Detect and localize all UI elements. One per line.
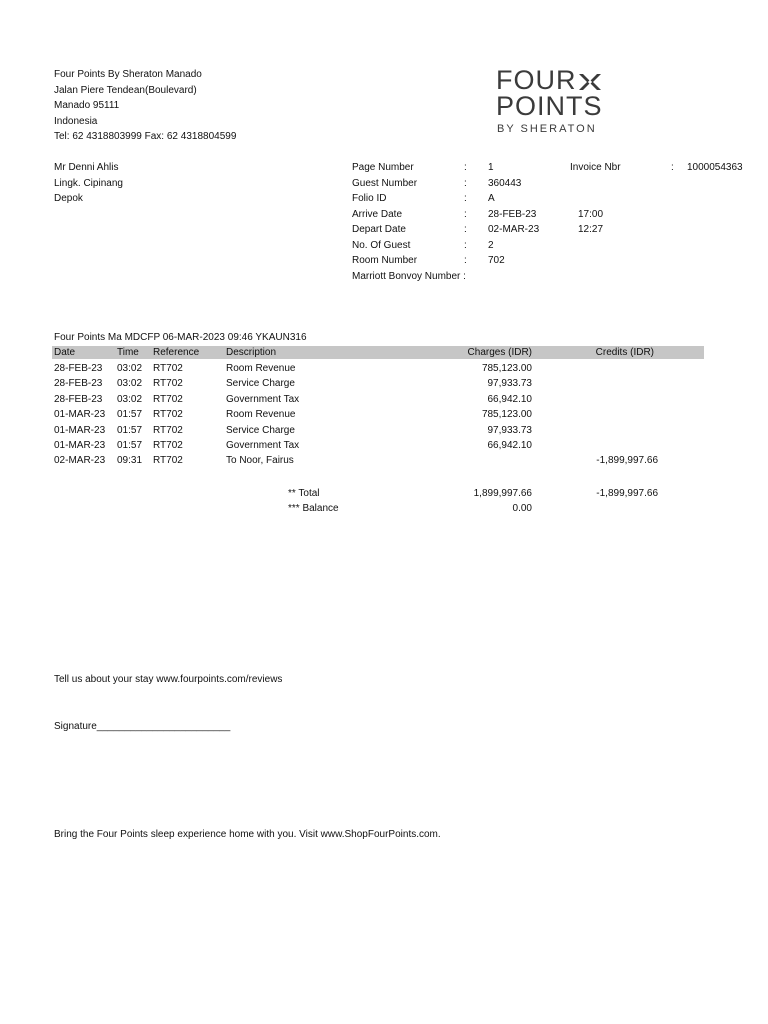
balance-row [52,501,704,516]
total-charges: 1,899,997.66 [473,487,532,499]
row-description: Service Charge [226,424,295,436]
folio-value: A [488,193,495,204]
row-reference: RT702 [153,409,183,421]
row-reference: RT702 [153,378,183,390]
promo-text: Bring the Four Points sleep experience home with you. Visit www.ShopFourPoints.com. [54,829,441,840]
table-row [52,392,704,407]
row-reference: RT702 [153,393,183,405]
row-reference: RT702 [153,440,183,451]
row-time: 01:57 [117,409,143,421]
total-row [52,486,704,501]
folio-label: Room Number [352,255,418,266]
folio-value: 2 [488,239,494,251]
row-date: 01-MAR-23 [54,440,106,451]
row-description: Service Charge [226,378,295,390]
header-date: Date [54,347,76,358]
four-points-x-mark-icon [578,72,602,92]
row-date: 01-MAR-23 [54,424,106,436]
hotel-city-zip: Manado 95111 [54,100,120,111]
row-description: Room Revenue [226,409,296,421]
total-label: ** Total [288,487,320,499]
table-row [52,407,704,422]
invoice-number-label: Invoice Nbr [570,162,621,173]
folio-label: Depart Date [352,224,406,235]
row-description: Government Tax [226,393,300,405]
invoice-number-colon: : [671,162,674,173]
balance-charges: 0.00 [512,503,532,514]
folio-colon: : [464,193,467,204]
row-credits: -1,899,997.66 [596,455,658,467]
row-date: 28-FEB-23 [54,378,103,390]
arrive-time: 17:00 [578,208,604,220]
folio-colon: : [464,208,467,220]
hotel-address-line: Jalan Piere Tendean(Boulevard) [54,84,197,96]
guest-city: Depok [54,193,83,204]
guest-name: Mr Denni Ahlis [54,162,119,173]
table-row [52,453,704,468]
folio-colon: : [464,239,467,251]
cashier-line: Four Points Ma MDCFP 06-MAR-2023 09:46 YKAUN316 [54,332,307,343]
row-charges: 66,942.10 [487,440,532,451]
row-reference: RT702 [153,455,183,467]
folio-label: No. Of Guest [352,239,411,251]
signature-line: Signature________________________ [54,721,231,732]
row-reference: RT702 [153,424,183,436]
row-description: Government Tax [226,440,300,451]
header-reference: Reference [153,347,200,358]
folio-value: 28-FEB-23 [488,208,537,220]
row-time: 03:02 [117,363,143,374]
row-reference: RT702 [153,363,183,374]
folio-label: Arrive Date [352,208,403,220]
header-credits: Credits (IDR) [595,347,654,358]
total-credits: -1,899,997.66 [596,487,658,499]
folio-label: Page Number [352,162,414,173]
table-row [52,438,704,453]
table-row [52,376,704,391]
folio-colon: : [464,162,467,173]
balance-label: *** Balance [288,503,339,514]
logo-word-points: POINTS [496,91,603,121]
row-charges: 785,123.00 [481,409,532,421]
table-row [52,361,704,376]
invoice-number-value: 1000054363 [687,162,743,173]
row-time: 03:02 [117,393,143,405]
folio-value: 360443 [488,177,522,189]
hotel-contact: Tel: 62 4318803999 Fax: 62 4318804599 [54,131,237,142]
folio-value: 1 [488,162,494,173]
row-time: 03:02 [117,378,143,390]
row-date: 01-MAR-23 [54,409,106,421]
logo-word-four: FOUR [496,65,577,95]
row-time: 09:31 [117,455,143,467]
folio-colon: : [464,177,467,189]
row-charges: 97,933.73 [487,424,532,436]
table-header [52,346,704,359]
row-date: 02-MAR-23 [54,455,106,467]
folio-label: Folio ID [352,193,387,204]
row-time: 01:57 [117,440,143,451]
row-time: 01:57 [117,424,143,436]
row-date: 28-FEB-23 [54,363,103,374]
row-charges: 66,942.10 [487,393,532,405]
row-charges: 97,933.73 [487,378,532,390]
hotel-country: Indonesia [54,115,98,127]
row-description: Room Revenue [226,363,296,374]
folio-colon: : [464,224,467,235]
logo-byline: BY SHERATON [497,123,597,135]
hotel-name: Four Points By Sheraton Manado [54,69,202,80]
depart-time: 12:27 [578,224,604,235]
folio-value: 702 [488,255,505,266]
header-time: Time [117,347,139,358]
four-points-logo [496,66,608,138]
header-description: Description [226,347,277,358]
table-row [52,423,704,438]
folio-label: Marriott Bonvoy Number : [352,270,466,282]
row-description: To Noor, Fairus [226,455,294,467]
row-date: 28-FEB-23 [54,393,103,405]
folio-value: 02-MAR-23 [488,224,540,235]
folio-label: Guest Number [352,177,418,189]
review-link-text: Tell us about your stay www.fourpoints.com/reviews [54,674,283,685]
folio-colon: : [464,255,467,266]
guest-address-line: Lingk. Cipinang [54,177,123,189]
row-charges: 785,123.00 [481,363,532,374]
header-charges: Charges (IDR) [467,347,532,358]
